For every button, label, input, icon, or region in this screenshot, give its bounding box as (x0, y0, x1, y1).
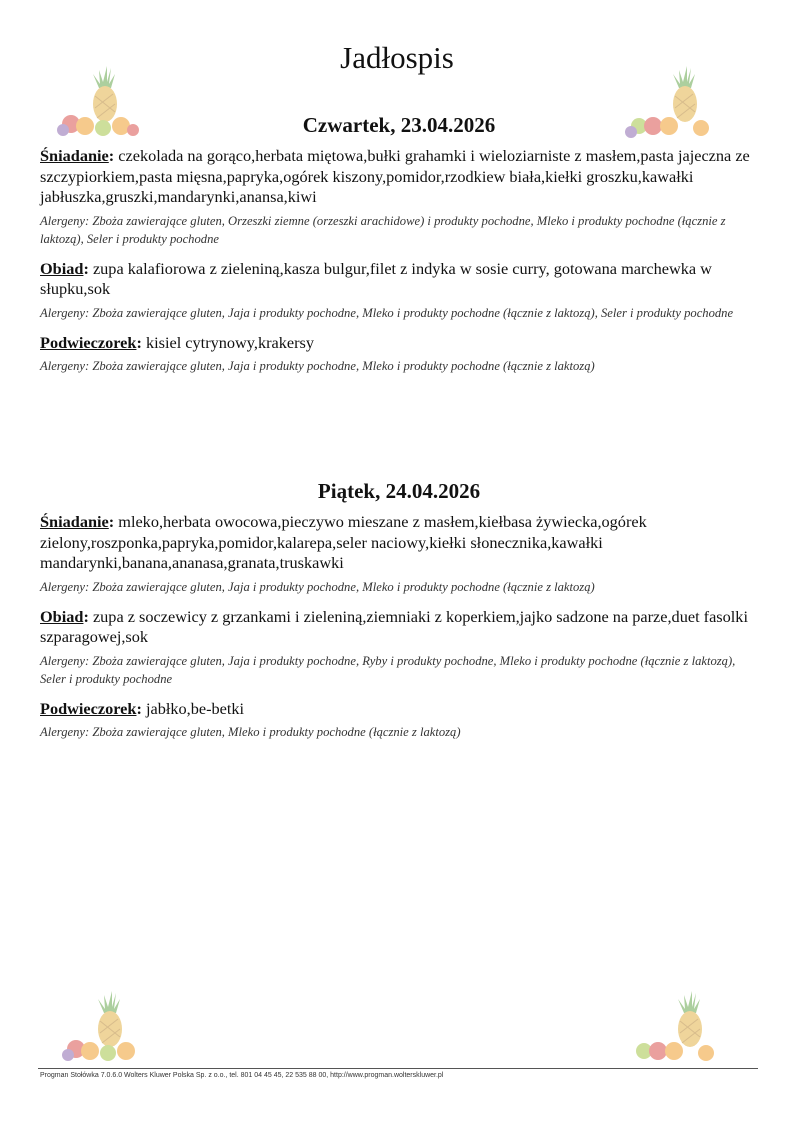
meal-allergens: Alergeny: Zboża zawierające gluten, Jaja i produkty pochodne, Mleko i produkty pochodne (łącznie z laktozą) (40, 579, 595, 594)
meal-name: Śniadanie (40, 146, 109, 165)
meal-dishes: zupa kalafiorowa z zieleniną,kasza bulgur,filet z indyka w sosie curry, gotowana marchewka w słupku,sok (40, 258, 712, 298)
meal-snack: Podwieczorek: kisiel cytrynowy,krakersy (40, 332, 315, 352)
day-heading: Piątek, 24.04.2026 (317, 479, 481, 503)
day-section-thursday (40, 113, 758, 386)
meal-allergens: Alergeny: Zboża zawierające gluten, Orzeszki ziemne (orzeszki arachidowe) i produkty pochodne, Mleko i produkty pochodne (łącznie z laktozą), Seler i produkty pochodne (40, 213, 726, 246)
meal-dishes: mleko,herbata owocowa,pieczywo mieszane z masłem,kiełbasa żywiecka,ogórek zielony,roszponka,papryka,pomidor,kalarepa,seler naciowy,kiełki słonecznika,kawałki mandarynki,banana,ananasa,granata,truskawki (40, 512, 647, 572)
fruit-basket-icon (630, 985, 714, 1065)
meal-allergens: Alergeny: Zboża zawierające gluten, Jaja i produkty pochodne, Mleko i produkty pochodne (łącznie z laktozą) (40, 359, 595, 373)
page-title: Jadłospis (340, 40, 454, 75)
meal-breakfast: Śniadanie: czekolada na gorąco,herbata miętowa,bułki grahamki i wieloziarniste z masłem,pasta jajeczna ze szczypiorkiem,pasta mięsna,papryka,ogórek kiszony,pomidor,rzodkiew biała,kiełki groszku,kawałki jabłuszka,gruszki,mandarynki,anansa,kiwi (40, 146, 750, 206)
meal-dishes: zupa z soczewicy z grzankami i zieleniną,ziemniaki z koperkiem,jajko sadzone na parze,duet fasolki szparagowej,sok (40, 606, 748, 646)
footer-divider (38, 1068, 758, 1069)
meal-dishes: czekolada na gorąco,herbata miętowa,bułki grahamki i wieloziarniste z masłem,pasta jajeczna ze szczypiorkiem,pasta mięsna,papryka,ogórek kiszony,pomidor,rzodkiew biała,kiełki groszku,kawałki jabłuszka,gruszki,mandarynki,anansa,kiwi (40, 146, 750, 206)
meal-allergens: Alergeny: Zboża zawierające gluten, Mleko i produkty pochodne (łącznie z laktozą) (40, 725, 461, 739)
meal-lunch: Obiad: zupa z soczewicy z grzankami i zieleniną,ziemniaki z koperkiem,jajko sadzone na parze,duet fasolki szparagowej,sok (40, 606, 748, 646)
meal-lunch: Obiad: zupa kalafiorowa z zieleniną,kasza bulgur,filet z indyka w sosie curry, gotowana marchewka w słupku,sok (40, 258, 712, 298)
meal-snack: Podwieczorek: jabłko,be-betki (40, 698, 245, 718)
meal-name: Podwieczorek (40, 332, 137, 352)
meal-name: Obiad (40, 258, 84, 278)
meal-allergens: Alergeny: Zboża zawierające gluten, Jaja i produkty pochodne, Mleko i produkty pochodne (łącznie z laktozą), Seler i produkty pochodne (40, 305, 734, 320)
meal-name: Podwieczorek (40, 698, 137, 718)
meal-breakfast: Śniadanie: mleko,herbata owocowa,pieczywo mieszane z masłem,kiełbasa żywiecka,ogórek zielony,roszponka,papryka,pomidor,kalarepa,seler naciowy,kiełki słonecznika,kawałki mandarynki,banana,ananasa,granata,truskawki (40, 512, 647, 572)
meal-allergens: Alergeny: Zboża zawierające gluten, Jaja i produkty pochodne, Ryby i produkty pochodne, Mleko i produkty pochodne (łącznie z laktozą), Seler i produkty pochodne (40, 653, 736, 686)
day-section-friday (40, 479, 758, 752)
meal-name: Obiad (40, 606, 84, 626)
meal-dishes: jabłko,be-betki (141, 698, 245, 718)
day-heading: Czwartek, 23.04.2026 (302, 113, 496, 137)
fruit-basket-icon (60, 985, 144, 1065)
meal-dishes: kisiel cytrynowy,krakersy (141, 332, 315, 352)
meal-name: Śniadanie (40, 512, 109, 531)
footer-text: Progman Stołówka 7.0.6.0 Wolters Kluwer Polska Sp. z o.o., tel. 801 04 45 45, 22 535 88 00, http://www.progman.wolterskluwer.pl (40, 1072, 444, 1079)
